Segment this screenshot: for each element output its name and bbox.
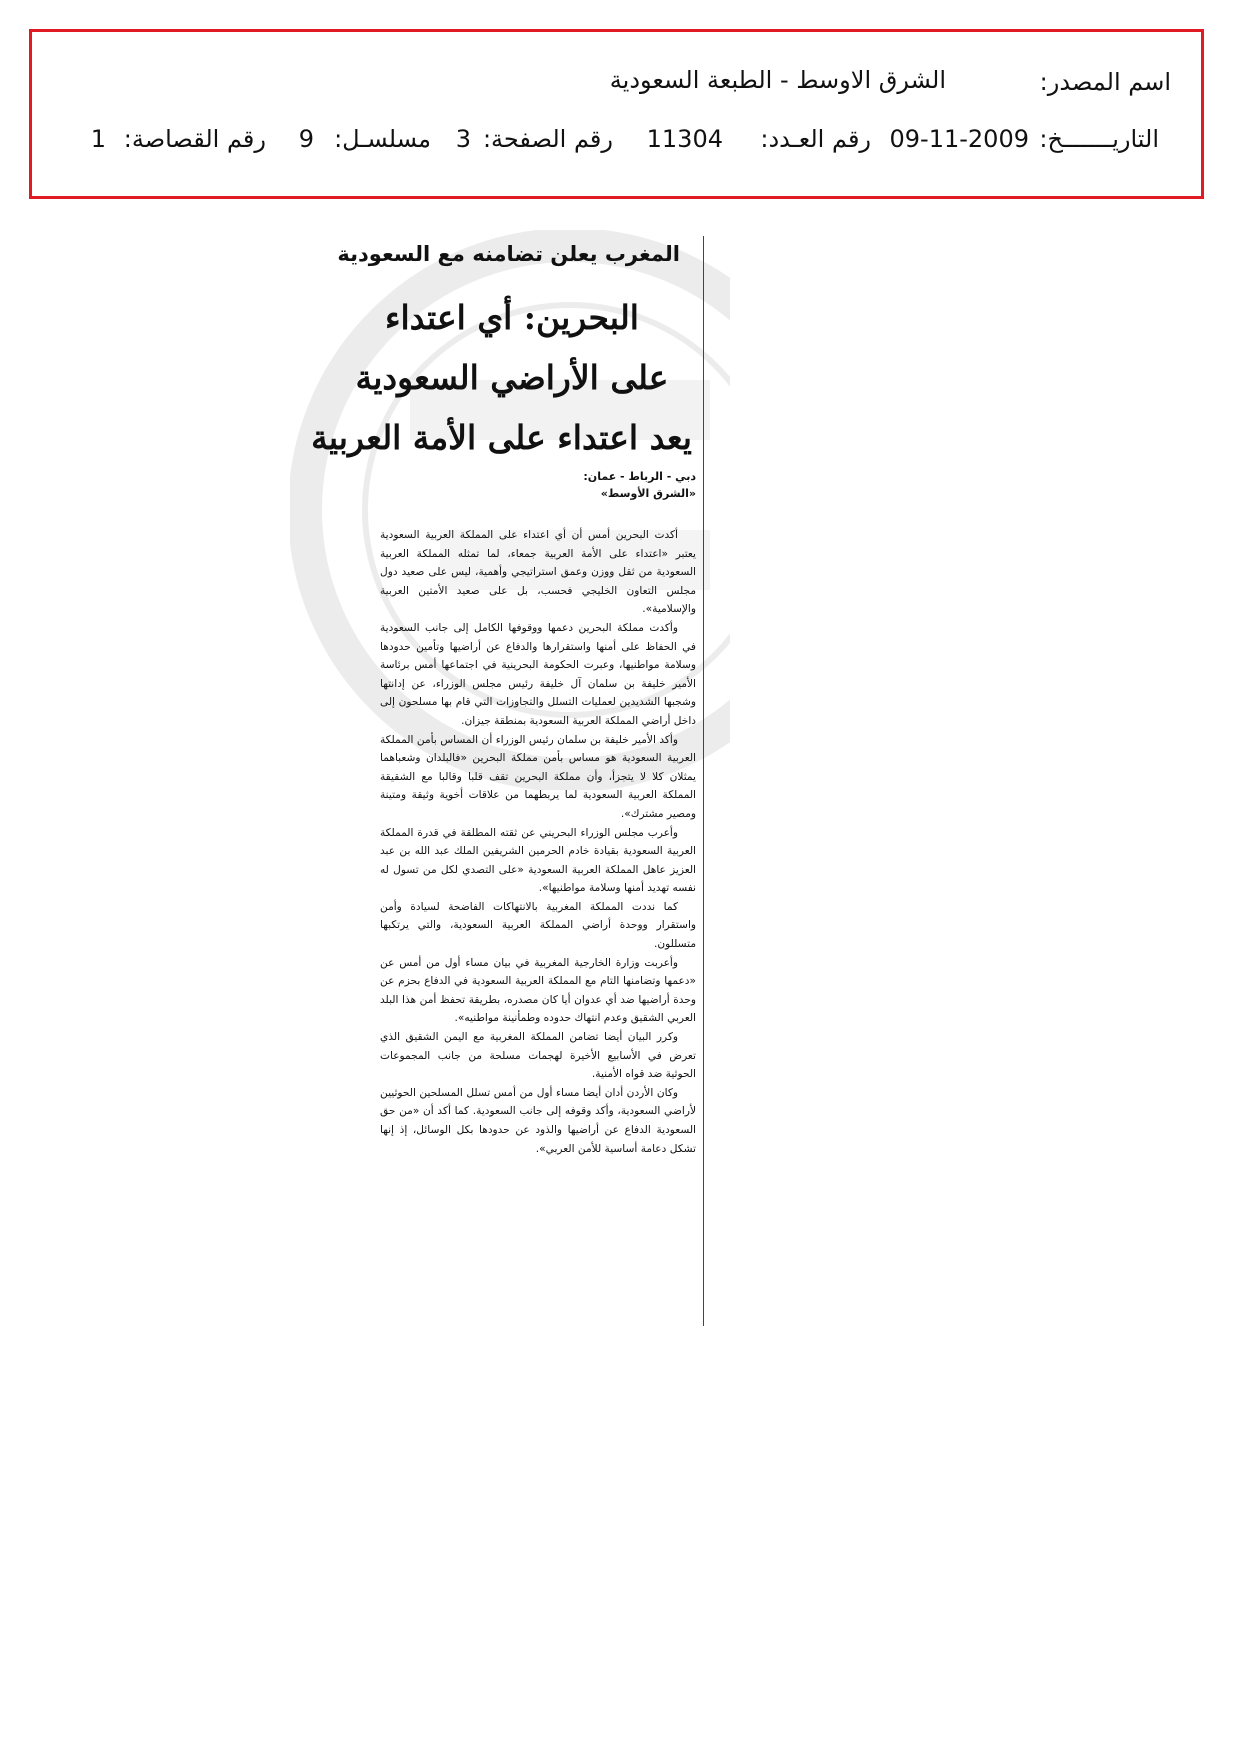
news-clipping [300,230,710,1330]
article-paragraph: وكرر البيان أيضا تضامن المملكة المغربية مع اليمن الشقيق الذي تعرض في الأسابيع الأخيرة لهجمات مسلحة من جانب المجموعات الحوثية ضد قواه الأمنية. [380,1031,696,1081]
column-rule [703,236,704,1326]
page-label: رقم الصفحة: [482,125,613,153]
clip-value: 1 [90,125,106,153]
date-value: 09-11-2009 [889,125,1029,153]
clip-label: رقم القصاصة: [123,125,266,153]
source-label: اسم المصدر: [1039,68,1171,96]
article-paragraph: كما نددت المملكة المغربية بالانتهاكات الفاضحة لسيادة وأمن واستقرار ووحدة أراضي المملكة العربية السعودية، والتي يرتكبها متسللون. [380,900,696,951]
article-paragraph: وأكد الأمير خليفة بن سلمان رئيس الوزراء أن المساس بأمن المملكة العربية السعودية هو مساس بأمن مملكة البحرين «فالبلدان وشعباهما يمثلان كلا لا يتجزأ، وأن مملكة البحرين تقف قلبا وقالبا مع الشقيقة المملكة العربية السعودية لما يربطهما من علاقات أخوية وثيقة ومتينة ومصير مشترك». [380,733,696,820]
dateline-line: دبي - الرباط - عمان: [583,470,696,483]
article-kicker: المغرب يعلن تضامنه مع السعودية [337,242,680,266]
article-paragraph: وأكدت مملكة البحرين دعمها ووقوفها الكامل إلى جانب السعودية في الحفاظ على أمنها واستقرارها والدفاع عن أراضيها وتأمين حدودها وسلامة مواطنيها، وعبرت الحكومة البحرينية في اجتماعها أمس برئاسة الأمير خليفة بن سلمان آل خليفة رئيس مجلس الوزراء، عن إدانتها وشجبها الشديدين لعمليات التسلل والتجاوزات التي قام بها مسلحون إلى داخل أراضي المملكة العربية السعودية بمنطقة جيزان. [380,621,696,727]
source-info-box [29,29,1204,199]
source-value: الشرق الاوسط - الطبعة السعودية [609,66,946,94]
headline-line: يعد اعتداء على الأمة العربية [311,418,692,457]
serial-value: 9 [298,125,314,153]
page-value: 3 [455,125,471,153]
serial-label: مسلسـل: [334,125,431,153]
headline-line: البحرين: أي اعتداء [385,298,639,337]
article-paragraph: أكدت البحرين أمس أن أي اعتداء على المملكة العربية السعودية يعتبر «اعتداء على الأمة العربية جمعاء، لما تمثله المملكة العربية السعودية من ثقل ووزن وعمق استراتيجي وأهمية، ليس على صعيد دول مجلس التعاون الخليجي فحسب، بل على صعيد الأمتين العربية والإسلامية». [380,529,696,616]
article-paragraph: وكان الأردن أدان أيضا مساء أول من أمس تسلل المسلحين الحوثيين لأراضي السعودية، وأكد وقوفه إلى جانب السعودية. كما أكد أن «من حق السعودية الدفاع عن أراضيها والذود عن حدودها بكل الوسائل، إذ إنها تشكل دعامة أساسية للأمن العربي». [380,1086,696,1155]
article-paragraph: وأعربت وزارة الخارجية المغربية في بيان مساء أول من أمس عن «دعمها وتضامنها التام مع المملكة العربية السعودية في الدفاع بحزم عن وحدة أراضيها ضد أي عدوان أيا كان مصدره، بطريقة تحفظ أمن هذا البلد العربي الشقيق وعدم انتهاك حدوده وطمأنينة مواطنيه». [380,956,696,1025]
article-dateline [583,468,696,502]
article-body [380,526,696,1158]
issue-label: رقم العـدد: [760,125,871,153]
date-label: التاريـــــــخ: [1039,125,1159,153]
article-paragraph: وأعرب مجلس الوزراء البحريني عن ثقته المطلقة في قدرة المملكة العربية السعودية بقيادة خادم الحرمين الشريفين الملك عبد الله بن عبد العزيز عاهل المملكة العربية السعودية «على التصدي لكل من تسول له نفسه تهديد أمنها وسلامة مواطنيها». [380,826,696,895]
issue-value: 11304 [646,125,723,153]
headline-line: على الأراضي السعودية [355,358,669,397]
article-headline [311,288,692,468]
dateline-line: «الشرق الأوسط» [600,487,696,500]
